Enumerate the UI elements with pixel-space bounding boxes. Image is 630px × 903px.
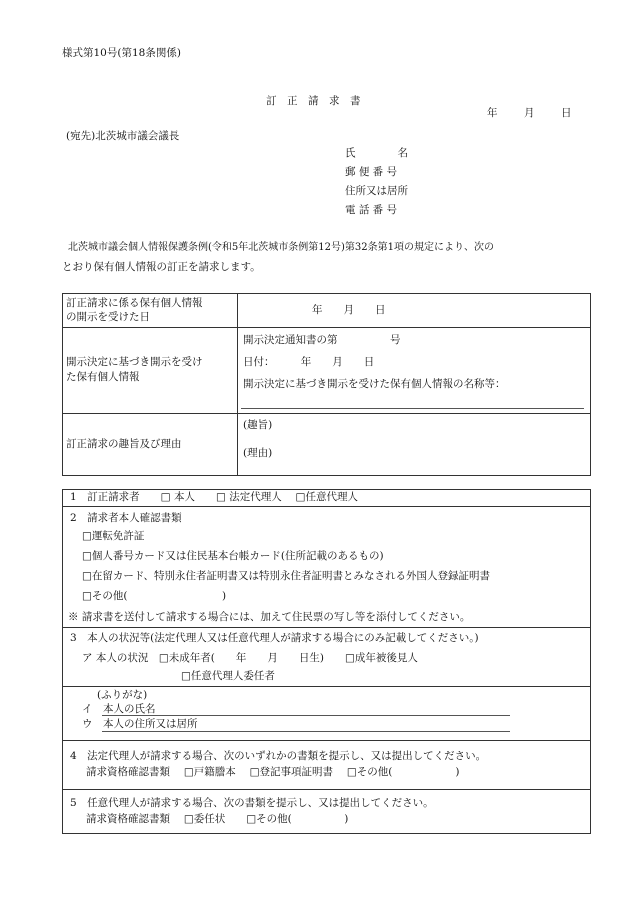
principal-status-heading: 3 本人の状況等(法定代理人又は任意代理人が請求する場合にのみ記載してください。) (70, 632, 479, 644)
id-doc-mynumber-card[interactable]: □個人番号カード又は住民基本台帳カード(住所記載のあるもの) (82, 550, 384, 562)
section-divider (62, 740, 590, 741)
section-divider (62, 506, 590, 507)
notice-date[interactable]: 日付： 年 月 日 (243, 356, 375, 368)
furigana-label: (ふりがな) (97, 689, 148, 701)
table-divider (237, 293, 238, 475)
id-doc-residence-card[interactable]: □在留カード、特別永住者証明書又は特別永住者証明書とみなされる外国人登録証明書 (82, 570, 490, 582)
disclosure-date-value[interactable]: 年 月 日 (312, 304, 386, 316)
form-number: 様式第10号(第18条関係) (62, 47, 181, 59)
mail-request-note: ※ 請求書を送付して請求する場合には、加えて住民票の写し等を添付してください。 (68, 611, 471, 623)
purpose-reason-label: 訂正請求の趣旨及び理由 (66, 438, 182, 450)
applicant-phone-label: 電 話 番 号 (345, 204, 398, 216)
table-row-divider (62, 413, 590, 414)
voluntary-rep-heading: 5 任意代理人が請求する場合、次の書類を提示し、又は提出してください。 (70, 797, 434, 809)
purpose-field[interactable]: (趣旨) (243, 419, 273, 431)
section-divider (62, 627, 590, 628)
date-day: 日 (561, 107, 572, 119)
principal-address-label: ウ 本人の住所又は居所 (82, 718, 198, 730)
applicant-address-label: 住所又は居所 (345, 185, 408, 197)
date-year: 年 (487, 107, 498, 119)
applicant-postal-label: 郵 便 番 号 (345, 166, 398, 178)
intro-line-1: 北茨城市議会個人情報保護条例(令和5年北茨城市条例第12号)第32条第1項の規定により、次の (68, 242, 494, 253)
disclosure-date-label-1: 訂正請求に係る保有個人情報 (66, 297, 203, 309)
id-doc-other[interactable]: □その他( ) (82, 590, 227, 602)
table-row-divider (62, 327, 590, 328)
addressee: (宛先)北茨城市議会議長 (66, 130, 180, 142)
voluntary-rep-docs[interactable]: 請求資格確認書類 □委任状 □その他( ) (86, 813, 349, 825)
principal-name-label: イ 本人の氏名 (82, 703, 156, 715)
applicant-name-label: 氏 名 (345, 147, 408, 159)
requester-type-row[interactable]: 1 訂正請求者 □ 本人 □ 法定代理人 □任意代理人 (70, 491, 358, 503)
disclosed-info-label-1: 開示決定に基づき開示を受け (66, 356, 203, 368)
notice-number[interactable]: 開示決定通知書の第 号 (243, 334, 401, 346)
legal-rep-heading: 4 法定代理人が請求する場合、次のいずれかの書類を提示し、又は提出してください。 (70, 750, 487, 762)
principal-status-line[interactable]: ア 本人の状況 □未成年者( 年 月 日生) □成年被後見人 (82, 652, 418, 664)
section-divider (62, 686, 590, 687)
principal-name-input-line[interactable] (102, 715, 510, 716)
principal-status-line-2[interactable]: □任意代理人委任者 (181, 670, 275, 682)
info-name-input-line[interactable] (241, 408, 584, 409)
page-title: 訂 正 請 求 書 (266, 95, 361, 107)
reason-field[interactable]: (理由) (243, 447, 273, 459)
date-month: 月 (524, 107, 535, 119)
principal-address-input-line[interactable] (102, 731, 510, 732)
id-doc-drivers-license[interactable]: □運転免許証 (82, 530, 145, 542)
disclosure-date-label-2: の開示を受けた日 (66, 311, 150, 323)
intro-line-2: とおり保有個人情報の訂正を請求します。 (62, 261, 261, 273)
disclosed-info-label-2: た保有個人情報 (66, 371, 140, 383)
section-divider (62, 789, 590, 790)
info-name-label: 開示決定に基づき開示を受けた保有個人情報の名称等： (243, 378, 506, 390)
id-documents-heading: 2 請求者本人確認書類 (70, 512, 182, 524)
legal-rep-docs[interactable]: 請求資格確認書類 □戸籍謄本 □登記事項証明書 □その他( ) (86, 766, 460, 778)
